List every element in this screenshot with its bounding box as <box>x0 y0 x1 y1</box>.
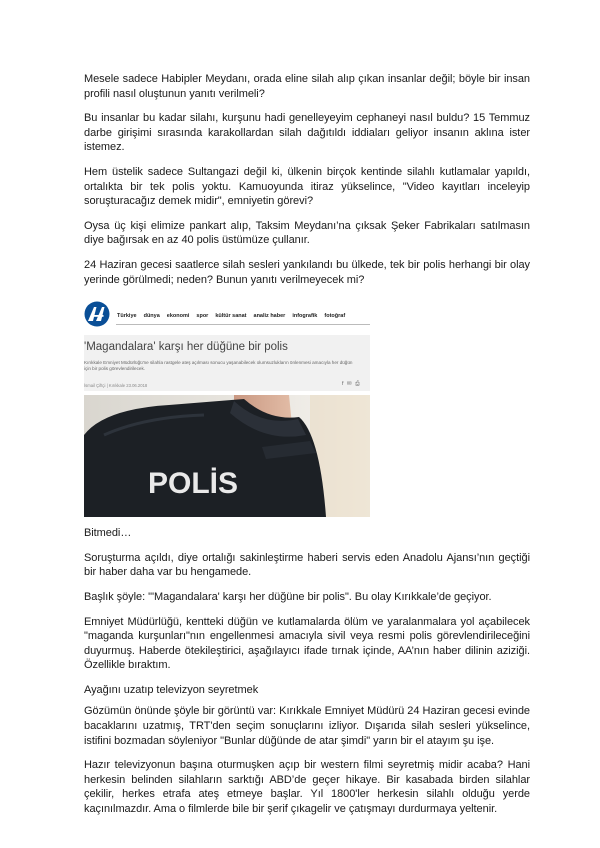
vest-polis-text: POLİS <box>148 467 239 501</box>
nav-divider <box>116 324 370 325</box>
paragraph-4: Oysa üç kişi elimize pankart alıp, Taksim Meydanı’na çıksak Şeker Fabrikaları satılmasın diye bağırsak en az 40 polis üstümüze çullanır. <box>84 219 530 247</box>
paragraph-5: 24 Haziran gecesi saatlerce silah sesleri yankılandı bu ülkede, tek bir polis herhangi bir olay yerinde görülmedi; neden? Bunun yanıtı verilmeyecek mi? <box>84 258 530 286</box>
nav-item[interactable]: kültür sanat <box>215 313 247 320</box>
nav-item[interactable]: infografik <box>292 313 318 320</box>
paragraph-9: Emniyet Müdürlüğü, kentteki düğün ve kutlamalarda ölüm ve yaralanmalara yol açabilecek "maganda kurşunları"nın engellenmesi amacıyla sivil veya resmi polis görevlendirileceğini duyurmuş. Haberde ötekileştirici, aşağılayıcı ifade tırnak içinde, AA’nın haber dilinin aziziği. Özellikle bıraktım. <box>84 615 530 672</box>
paragraph-8: Başlık şöyle: "'Magandalara' karşı her düğüne bir polis". Bu olay Kırıkkale’de geçiyor. <box>84 590 492 603</box>
paragraph-11: Gözümün önünde şöyle bir görüntü var: Kırıkkale Emniyet Müdürü 24 Haziran gecesi evinde bacaklarını uzatmış, TRT'den seçim sonuçlarını izliyor. Dışarıda silah sesleri yükselince, istifini bozmadan söyleniyor "Bunlar düğünde de atar şimdi" yarın bir el atayım şu işe. <box>84 705 530 747</box>
police-officer-photo <box>84 395 370 517</box>
section-subheading: Ayağını uzatıp televizyon seyretmek <box>84 683 259 696</box>
nav-item[interactable]: analiz haber <box>253 313 286 320</box>
nav-item[interactable]: fotoğraf <box>324 313 346 320</box>
article-headline: 'Magandalara' karşı her düğüne bir polis <box>84 341 288 354</box>
document-page <box>84 72 530 827</box>
paragraph-6: Bitmedi… <box>84 527 132 540</box>
news-nav <box>117 313 345 319</box>
news-screenshot <box>84 301 374 517</box>
paragraph-1: Mesele sadece Habipler Meydanı, orada eline silah alıp çıkan insanlar değil; böyle bir insan profili nasıl oluştunun yanıtı verilmeli? <box>84 73 530 100</box>
paragraph-12: Hazır televizyonun başına oturmuşken açıp bir western filmi seyretmiş midir acaba? Hani herkesin belinden silahların sarktığı ABD’de geçer hikaye. Bir kasabada birden silahlar çekilir, herkes etrafa ateş etmeye başlar. Yıl 1800'ler herkesin silahlı olduğu yerde kaçınılmazdır. Ama o filmlerde bile bir şerif çıkagelir ve çatışmayı durdurmaya yeltenir. <box>84 759 530 816</box>
paragraph-3: Hem üstelik sadece Sultangazi değil ki, ülkenin birçok kentinde silahlı kutlamalar yapıldı, ortalıkta bir tek polis yoktu. Kamuoyunda itiraz yükselince, "Video kayıtları inceleyip soruşturacağız demek midir", emniyetin görevi? <box>84 165 530 208</box>
nav-item[interactable]: ekonomi <box>166 313 190 320</box>
nav-item[interactable]: spor <box>196 313 209 320</box>
article-byline: İsmail Çiftçi | Kırıkkale 23.06.2018 <box>84 383 148 389</box>
nav-item[interactable]: Türkiye <box>117 313 137 320</box>
aa-logo-icon <box>84 301 110 327</box>
paragraph-7: Soruşturma açıldı, diye ortalığı sakinleştirme haberi servis eden Anadolu Ajansı’nın geçtiği bir haber daha var bu hengamede. <box>84 551 530 579</box>
share-icons: f ✉ ⎙ <box>342 381 361 388</box>
paragraph-2: Bu insanlar bu kadar silahı, kurşunu hadi genelleyeyim cephaneyi nasıl buldu? 15 Temmuz darbe girişimi sırasında karakollardan silah dağıtıldı iddiaları geliyor insanın aklına ister istemez. <box>84 112 530 154</box>
nav-item[interactable]: dünya <box>143 313 160 320</box>
article-lead: Kırıkkale Emniyet Müdürlüğü'ne silahla rastgele ateş açılması sonucu yaşanabilecek olumsuzlukların önlenmesi amacıyla her düğün için bir polis görevlendirilecek. <box>84 360 353 372</box>
